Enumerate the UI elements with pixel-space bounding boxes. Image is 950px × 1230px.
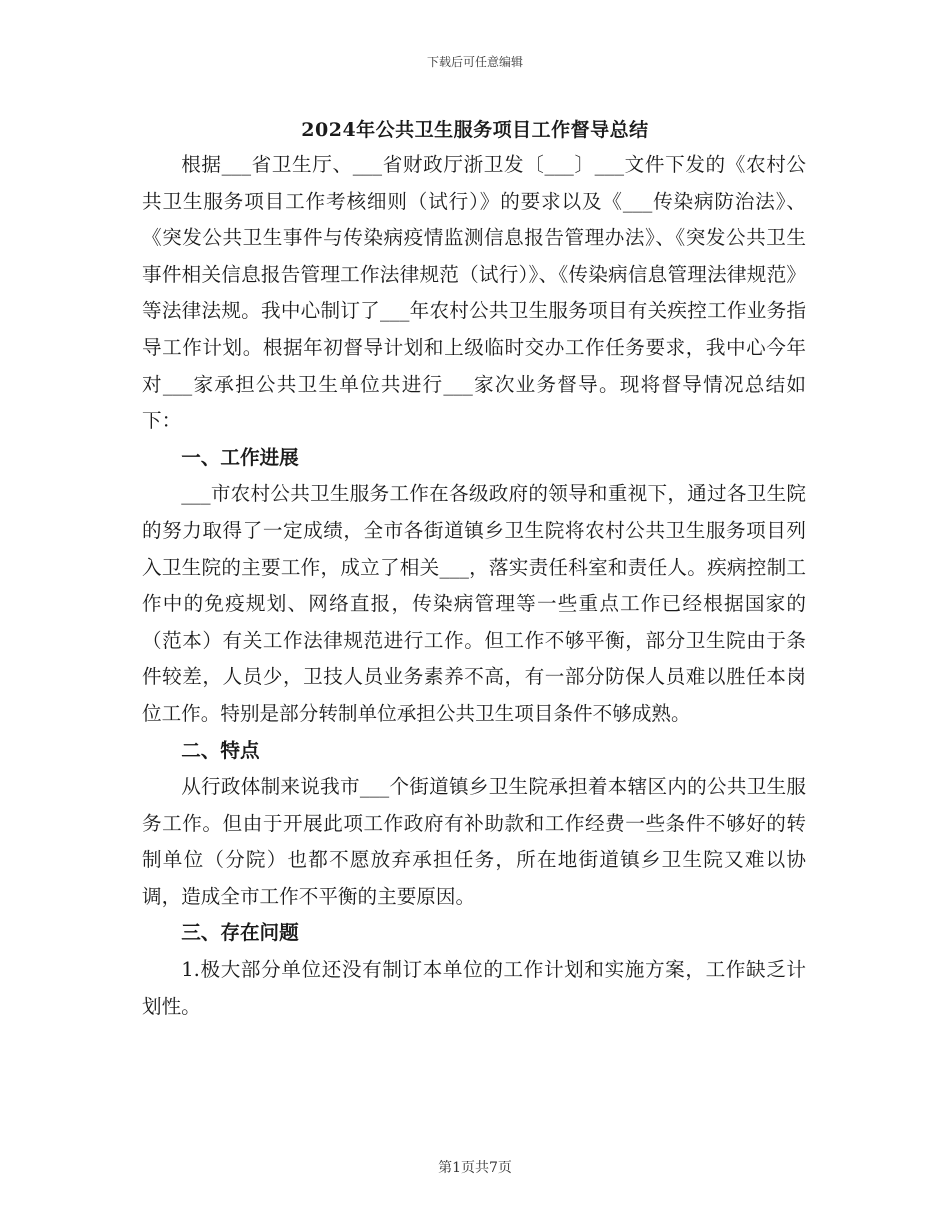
section-heading-features: 二、特点 bbox=[181, 738, 260, 762]
page-number: 第1页共7页 bbox=[438, 1160, 512, 1176]
features-paragraph: 从行政体制来说我市___个街道镇乡卫生院承担着本辖区内的公共卫生服务工作。但由于开展此项工作政府有补助款和工作经费一些条件不够好的转制单位（分院）也都不愿放弃承担任务，所在地街道镇乡卫生院又难以协调，造成全市工作不平衡的主要原因。 bbox=[142, 775, 806, 908]
document-title: 2024年公共卫生服务项目工作督导总结 bbox=[301, 119, 649, 141]
problem-item-1: 1.极大部分单位还没有制订本单位的工作计划和实施方案，工作缺乏计划性。 bbox=[142, 958, 806, 1018]
document-body bbox=[142, 147, 806, 1025]
section-heading-problems: 三、存在问题 bbox=[181, 921, 299, 945]
section-heading-progress: 一、工作进展 bbox=[181, 445, 299, 469]
intro-paragraph: 根据___省卫生厅、___省财政厅浙卫发〔___〕___文件下发的《农村公共卫生服务项目工作考核细则（试行）》的要求以及《___传染病防治法》、《突发公共卫生事件与传染病疫情监测信息报告管理办法》、《突发公共卫生事件相关信息报告管理工作法律规范（试行）》、《传染病信息管理法律规范》等法律法规。我中心制订了___年农村公共卫生服务项目有关疾控工作业务指导工作计划。根据年初督导计划和上级临时交办工作任务要求，我中心今年对___家承担公共卫生单位共进行___家次业务督导。现将督导情况总结如下： bbox=[142, 153, 806, 433]
progress-paragraph: ___市农村公共卫生服务工作在各级政府的领导和重视下，通过各卫生院的努力取得了一定成绩，全市各街道镇乡卫生院将农村公共卫生服务项目列入卫生院的主要工作，成立了相关___，落实责任科室和责任人。疾病控制工作中的免疫规划、网络直报，传染病管理等一些重点工作已经根据国家的（范本）有关工作法律规范进行工作。但工作不够平衡，部分卫生院由于条件较差，人员少，卫技人员业务素养不高，有一部分防保人员难以胜任本岗位工作。特别是部分转制单位承担公共卫生项目条件不够成熟。 bbox=[142, 482, 806, 725]
header-note: 下载后可任意编辑 bbox=[426, 55, 523, 69]
